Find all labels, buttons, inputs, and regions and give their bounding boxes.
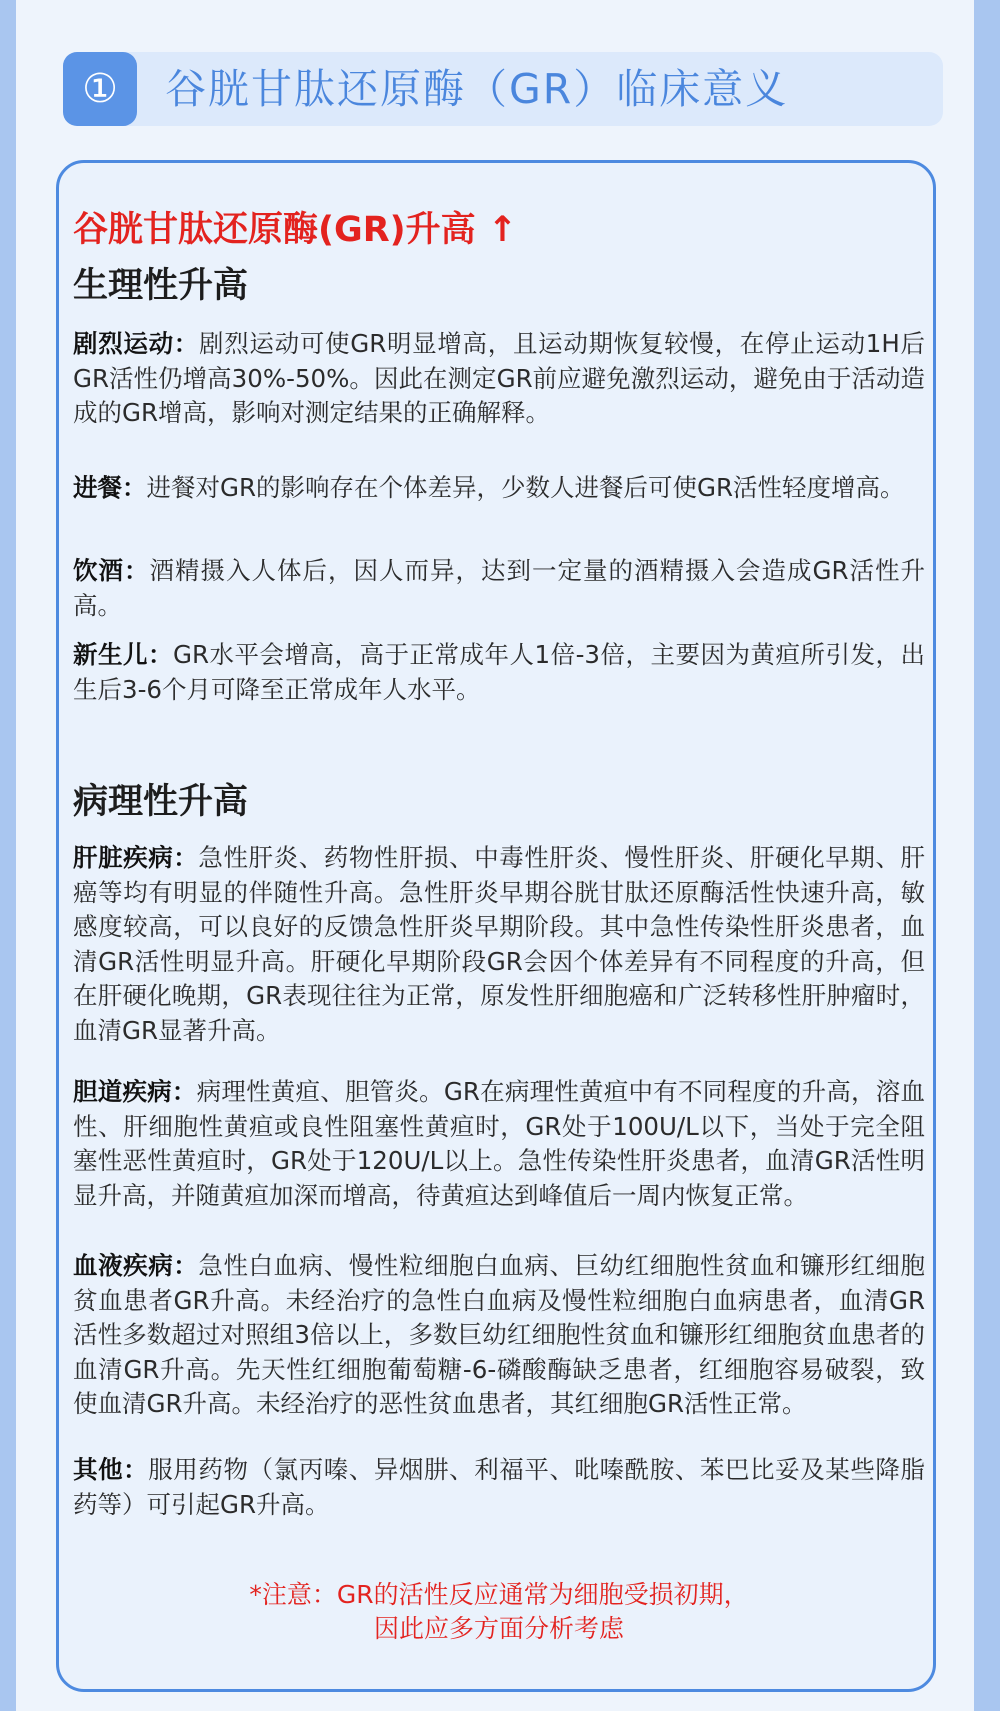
para-exercise — [73, 327, 925, 431]
para-text: 急性白血病、慢性粒细胞白血病、巨幼红细胞性贫血和镰形红细胞贫血患者GR升高。未经治疗的急性白血病及慢性粒细胞白血病患者，血清GR活性多数超过对照组3倍以上，多数巨幼红细胞性贫血和镰形红细胞贫血患者的血清GR升高。先天性红细胞葡萄糖-6-磷酸酶缺乏患者，红细胞容易破裂，致使血清GR升高。未经治疗的恶性贫血患者，其红细胞GR活性正常。 — [73, 1251, 926, 1418]
section-number-badge: ① — [63, 52, 137, 126]
section-header — [63, 52, 943, 126]
caution-note — [73, 1578, 925, 1646]
para-label: 饮酒： — [73, 556, 150, 585]
pathological-heading: 病理性升高 — [73, 782, 249, 822]
para-label: 新生儿： — [73, 640, 173, 669]
para-label: 剧烈运动： — [73, 329, 200, 358]
para-text: 进餐对GR的影响存在个体差异，少数人进餐后可使GR活性轻度增高。 — [146, 473, 905, 502]
para-text: 酒精摄入人体后，因人而异，达到一定量的酒精摄入会造成GR活性升高。 — [73, 556, 925, 620]
physiological-heading: 生理性升高 — [73, 266, 249, 306]
para-label: 进餐： — [73, 473, 147, 502]
caution-note-line2: 因此应多方面分析考虑 — [373, 1614, 624, 1643]
para-other — [73, 1453, 925, 1522]
section-title: 谷胱甘肽还原酶（GR）临床意义 — [165, 65, 789, 113]
para-text: 急性肝炎、药物性肝损、中毒性肝炎、慢性肝炎、肝硬化早期、肝癌等均有明显的伴随性升高。急性肝炎早期谷胱甘肽还原酶活性快速升高，敏感度较高，可以良好的反馈急性肝炎早期阶段。其中急性传染性肝炎患者，血清GR活性明显升高。肝硬化早期阶段GR会因个体差异有不同程度的升高，但在肝硬化晚期，GR表现往往为正常，原发性肝细胞癌和广泛转移性肝肿瘤时，血清GR显著升高。 — [73, 843, 926, 1045]
para-meal — [73, 471, 925, 506]
para-label: 血液疾病： — [73, 1251, 199, 1280]
para-label: 其他： — [73, 1455, 149, 1484]
para-newborn — [73, 638, 925, 707]
para-alcohol — [73, 554, 925, 623]
para-biliary — [73, 1075, 925, 1213]
para-text: GR水平会增高，高于正常成年人1倍-3倍，主要因为黄疸所引发，出生后3-6个月可降至正常成年人水平。 — [73, 640, 925, 704]
para-text: 病理性黄疸、胆管炎。GR在病理性黄疸中有不同程度的升高，溶血性、肝细胞性黄疸或良性阻塞性黄疸时，GR处于100U/L以下，当处于完全阻塞性恶性黄疸时，GR处于120U/L以上。急性传染性肝炎患者，血清GR活性明显升高，并随黄疸加深而增高，待黄疸达到峰值后一周内恢复正常。 — [73, 1077, 925, 1210]
para-blood — [73, 1249, 925, 1422]
elevated-title: 谷胱甘肽还原酶(GR)升高 ↑ — [73, 210, 518, 250]
para-text: 剧烈运动可使GR明显增高，且运动期恢复较慢，在停止运动1H后GR活性仍增高30%-50%。因此在测定GR前应避免激烈运动，避免由于活动造成的GR增高，影响对测定结果的正确解释。 — [73, 329, 925, 427]
para-label: 肝脏疾病： — [73, 843, 199, 872]
para-text: 服用药物（氯丙嗪、异烟肼、利福平、吡嗪酰胺、苯巴比妥及某些降脂药等）可引起GR升高。 — [73, 1455, 926, 1519]
caution-note-line1: *注意：GR的活性反应通常为细胞受损初期， — [249, 1580, 749, 1609]
para-liver — [73, 841, 925, 1048]
para-label: 胆道疾病： — [73, 1077, 197, 1106]
